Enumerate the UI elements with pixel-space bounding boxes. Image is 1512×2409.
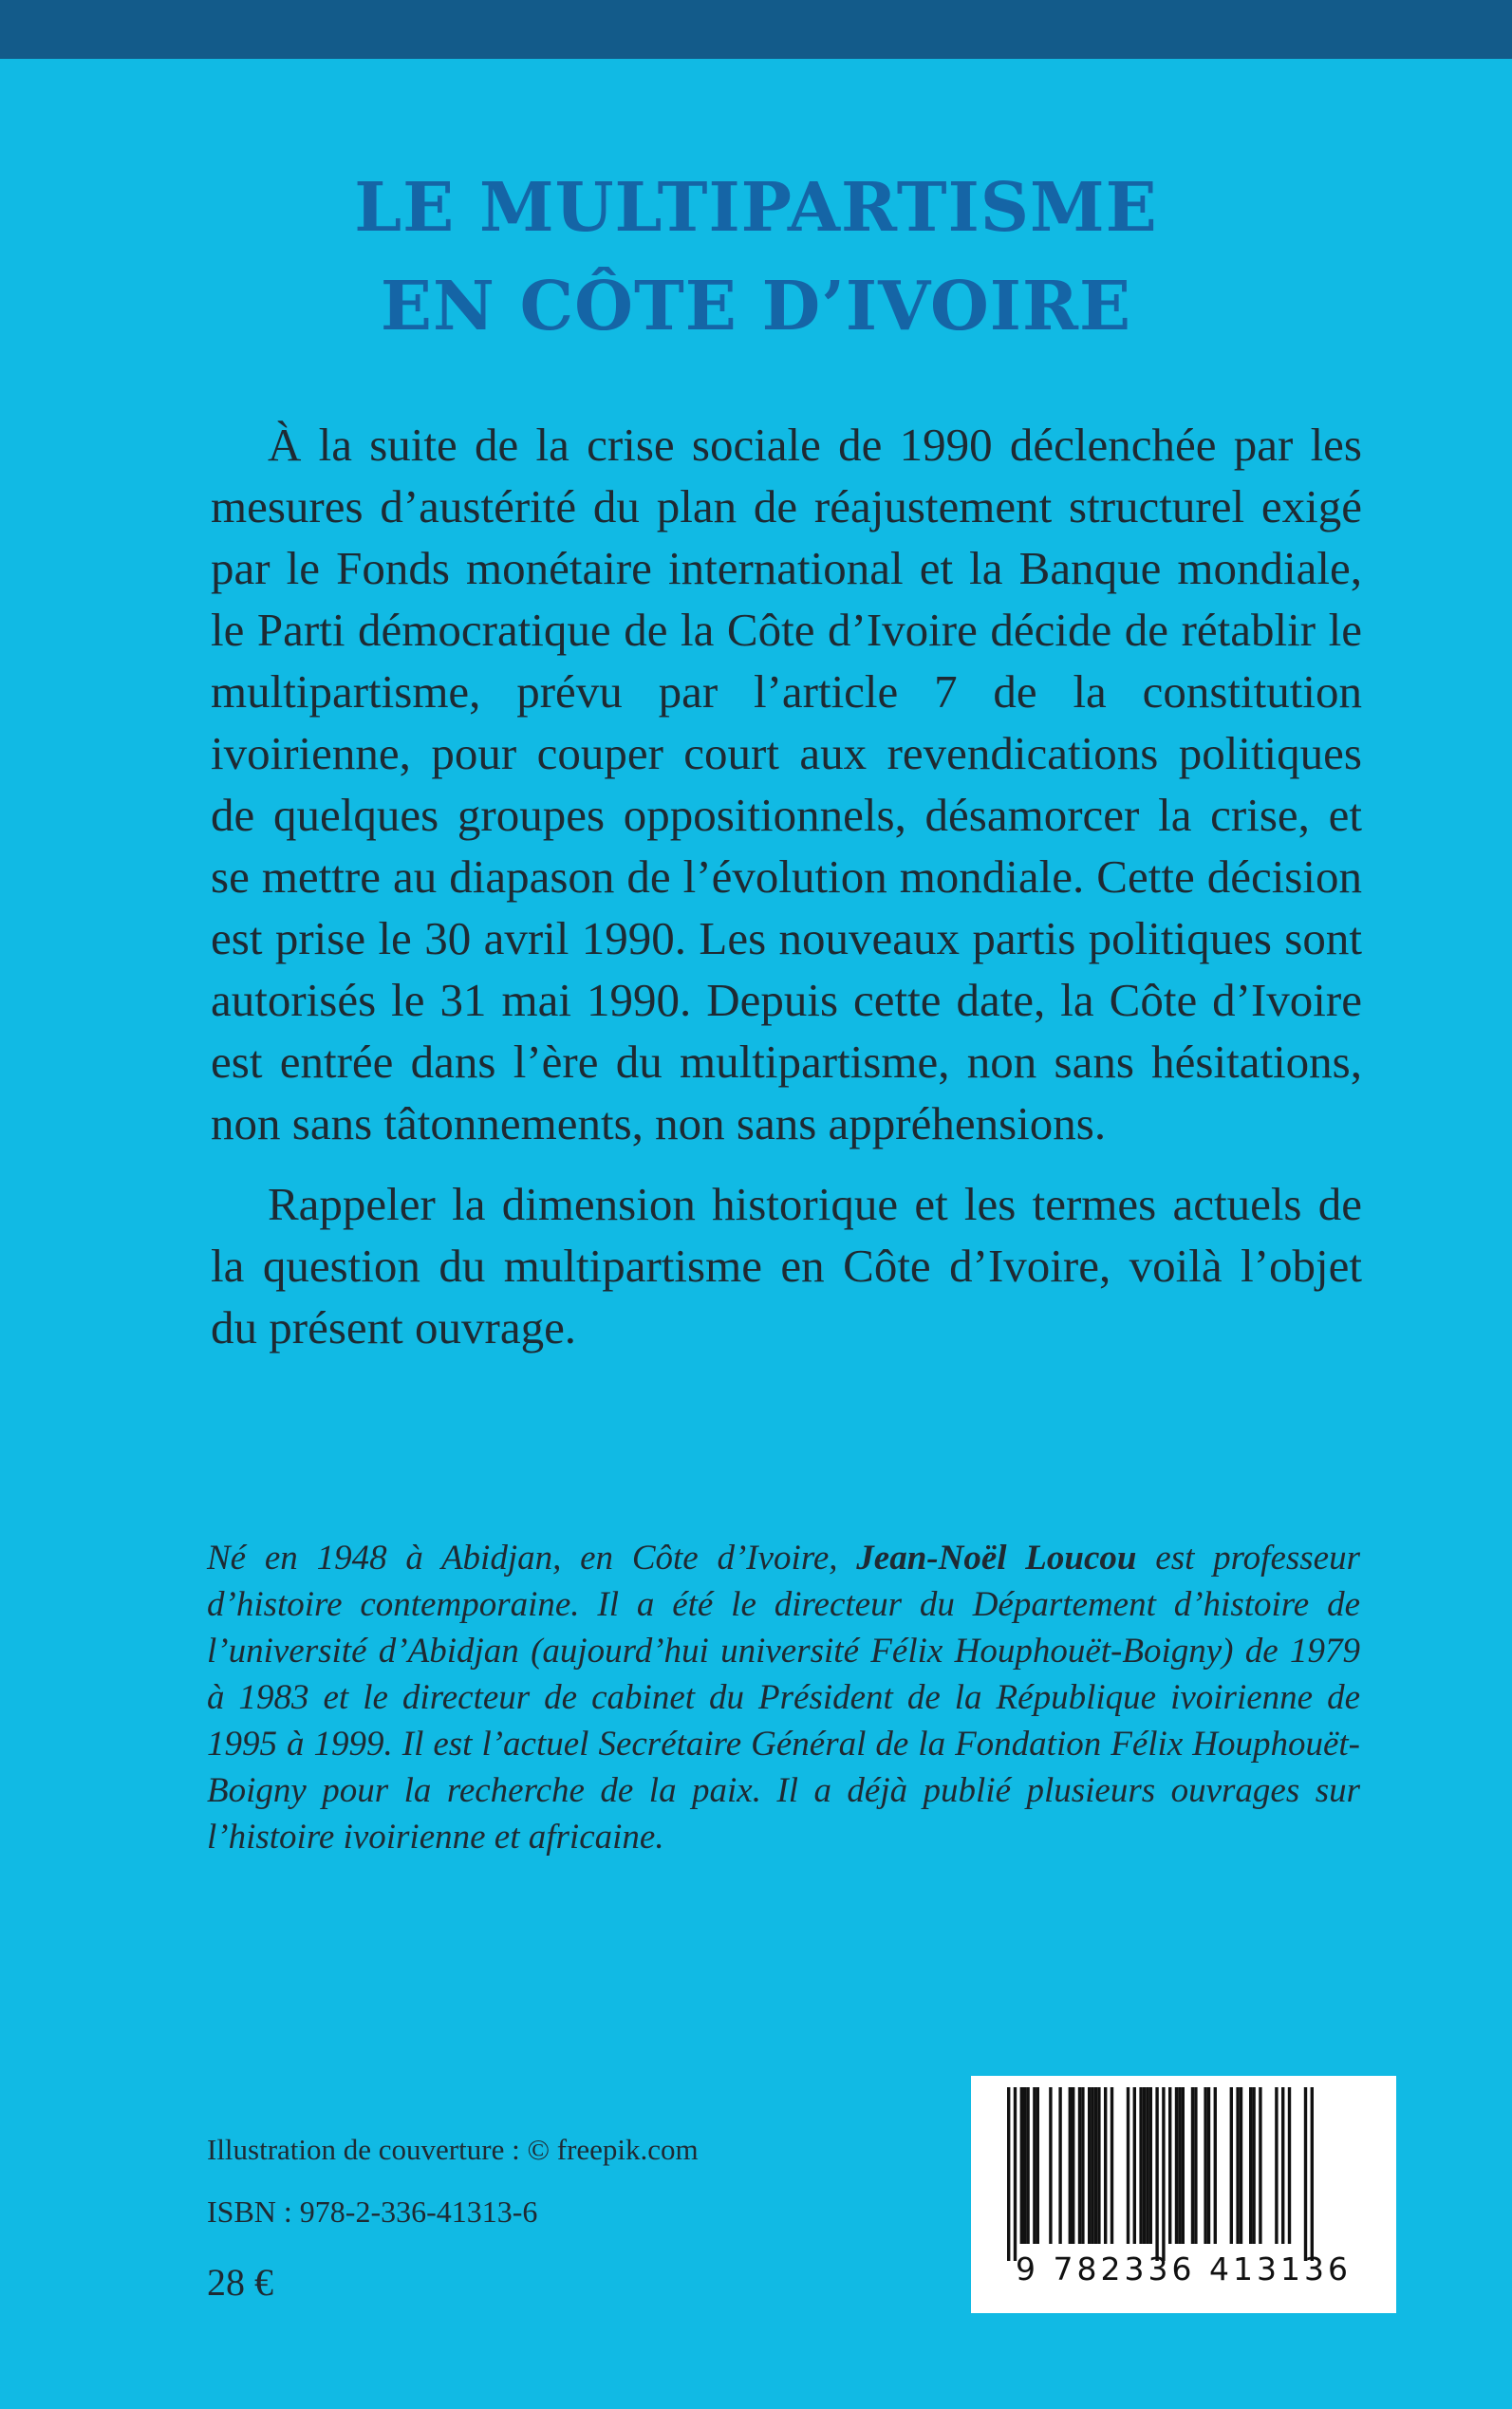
barcode-bar (1249, 2087, 1252, 2244)
barcode-bar (1275, 2087, 1278, 2244)
barcode-bar (1214, 2087, 1217, 2244)
author-bio-text: est professeur d’histoire contemporaine. Il a été le directeur du Département d’histoire de l’université d’Abidjan (aujourd’hui université Félix Houphouët-Boigny) de 1979 à 1983 et le directeur de cabinet du Président de la République ivoirienne de 1995 à 1999. Il est l’actuel Secrétaire Général de la Fondation Félix Houphouët-Boigny pour la recherche de la paix. Il a déjà publié plusieurs ouvrages sur l’histoire ivoirienne et africaine. (207, 1539, 1360, 1857)
barcode-bar (1207, 2087, 1210, 2244)
barcode-bar (1023, 2087, 1026, 2244)
barcode-bar (1094, 2087, 1097, 2244)
barcode (971, 2076, 1396, 2313)
barcode-bar (1178, 2087, 1181, 2244)
book-title (0, 158, 1512, 355)
barcode-bar (1240, 2087, 1242, 2244)
barcode-bar (1097, 2087, 1100, 2244)
barcode-bar (1081, 2087, 1084, 2244)
barcode-bar (1078, 2087, 1081, 2244)
barcode-bar (1252, 2087, 1255, 2244)
top-color-band (0, 0, 1512, 59)
barcode-bar (1146, 2087, 1148, 2244)
book-description (211, 414, 1362, 1358)
barcode-bar (1288, 2087, 1291, 2244)
barcode-bar (1204, 2087, 1206, 2244)
barcode-bar (1182, 2087, 1185, 2244)
barcode-bar (1111, 2087, 1113, 2244)
isbn-text: ISBN : 978-2-336-41313-6 (207, 2194, 538, 2229)
barcode-digits: 9 782336 413136 (1016, 2250, 1352, 2288)
author-name: Jean-Noël Loucou (856, 1539, 1137, 1578)
barcode-bar (1281, 2087, 1284, 2244)
description-paragraph-1: À la suite de la crise sociale de 1990 déclenchée par les mesures d’austérité du plan de réajustement structurel exigé par le Fonds monétaire international et la Banque mondiale, le Parti démocratique de la Côte d’Ivoire décide de rétablir le multipartisme, prévu par l’article 7 de la constitution ivoirienne, pour couper court aux revendications politiques de quelques groupes oppositionnels, désamorcer la crise, et se mettre au diapason de l’évolution mondiale. Cette décision est prise le 30 avril 1990. Les nouveaux partis politiques sont autorisés le 31 mai 1990. Depuis cette date, la Côte d’Ivoire est entrée dans l’ère du multipartisme, non sans hésitations, non sans tâtonnements, non sans appréhensions. (211, 419, 1362, 1149)
barcode-bar (1143, 2087, 1146, 2244)
barcode-bar (1139, 2087, 1142, 2244)
barcode-bar (1236, 2087, 1239, 2244)
title-line-2: EN CÔTE D’IVOIRE (380, 266, 1132, 345)
barcode-bar (1259, 2087, 1261, 2244)
barcode-bar (1149, 2087, 1152, 2244)
barcode-bar (1191, 2087, 1194, 2244)
author-bio (207, 1535, 1360, 1860)
barcode-bar (1127, 2087, 1129, 2244)
barcode-bar (1020, 2087, 1023, 2244)
barcode-bar (1033, 2087, 1036, 2244)
barcode-bar (1175, 2087, 1178, 2244)
barcode-bar (1133, 2087, 1136, 2244)
barcode-bar (1026, 2087, 1029, 2244)
price-text: 28 € (207, 2261, 273, 2304)
title-line-1: LE MULTIPARTISME (354, 167, 1158, 247)
barcode-bar (1088, 2087, 1091, 2244)
barcode-bar (1014, 2087, 1017, 2261)
barcode-bar (1049, 2087, 1052, 2244)
barcode-bar (1304, 2087, 1307, 2261)
barcode-bar (1168, 2087, 1171, 2244)
barcode-bar (1007, 2087, 1010, 2261)
barcode-bar (1162, 2087, 1165, 2261)
barcode-bar (1311, 2087, 1314, 2261)
barcode-bar (1058, 2087, 1061, 2244)
barcode-bar (1194, 2087, 1197, 2244)
barcode-bar (1069, 2087, 1072, 2244)
barcode-bar (1072, 2087, 1074, 2244)
author-bio-intro: Né en 1948 à Abidjan, en Côte d’Ivoire, (207, 1539, 857, 1578)
barcode-bar (1091, 2087, 1093, 2244)
description-paragraph-2: Rappeler la dimension historique et les termes actuels de la question du multipartisme en Côte d’Ivoire, voilà l’objet du présent ouvrage. (211, 1178, 1362, 1354)
barcode-bar (1104, 2087, 1107, 2244)
barcode-bar (1036, 2087, 1039, 2244)
illustration-credit: Illustration de couverture : © freepik.com (207, 2133, 699, 2166)
barcode-bar (1230, 2087, 1233, 2244)
barcode-bar (1155, 2087, 1158, 2261)
